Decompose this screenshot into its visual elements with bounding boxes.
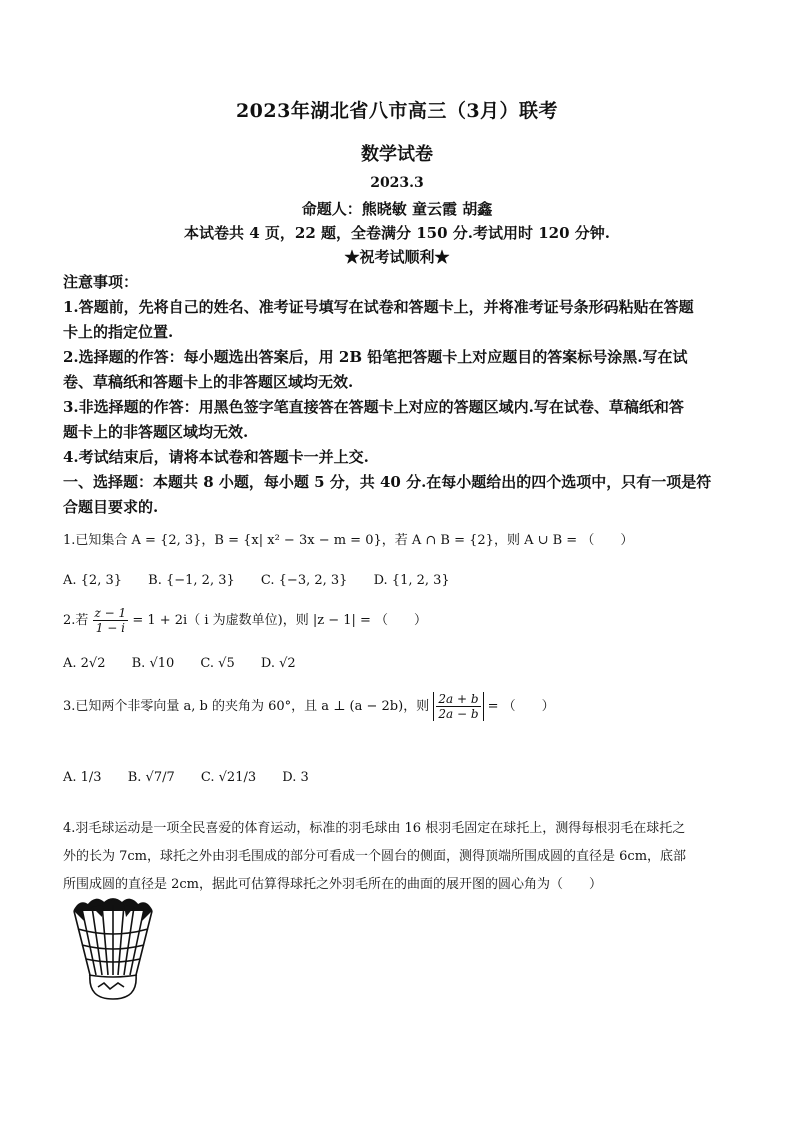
q1-option-a: A. {2, 3} [63, 573, 123, 588]
q2-option-a: A. 2√2 [63, 656, 106, 671]
q1-option-b: B. {−1, 2, 3} [148, 573, 235, 588]
q3-prefix: 3.已知两个非零向量 a, b 的夹角为 60°，且 a ⊥ (a − 2b)，则 [63, 699, 430, 714]
q2-prefix: 2.若 [63, 613, 89, 628]
q3-abs-fraction [433, 692, 483, 721]
notice-heading: 注意事项： [63, 273, 139, 291]
q3-option-c: C. √21/3 [200, 770, 257, 785]
q4-line-2: 外的长为 7cm，球托之外由羽毛围成的部分可看成一个圆台的侧面，测得顶端所围成圆的直径是 6cm，底部 [63, 849, 687, 864]
notice-block [63, 270, 743, 520]
exam-title: 2023年湖北省八市高三（3月）联考 [235, 100, 559, 122]
notice-item-2a: 2.选择题的作答：每小题选出答案后，用 2B 铅笔把答题卡上对应题目的答案标号涂黑.写在试 [63, 348, 688, 366]
exam-subtitle: 数学试卷 [361, 144, 433, 165]
question-3-text [63, 692, 743, 721]
notice-item-4: 4.考试结束后，请将本试卷和答题卡一并上交. [63, 448, 369, 466]
q3-option-d: D. 3 [282, 770, 309, 785]
section1-heading-b: 合题目要求的. [63, 498, 159, 516]
q2-fraction [93, 606, 129, 635]
q3-option-b: B. √7/7 [127, 770, 175, 785]
q2-option-b: B. √10 [131, 656, 175, 671]
question-3-options [63, 770, 331, 785]
section1-heading-a: 一、选择题：本题共 8 小题，每小题 5 分，共 40 分.在每小题给出的四个选项中，只有一项是符 [63, 473, 712, 491]
q2-option-d: D. √2 [260, 656, 296, 671]
notice-item-3a: 3.非选择题的作答：用黑色签字笔直接答在答题卡上对应的答题区域内.写在试卷、草稿纸和答 [63, 398, 684, 416]
q1-option-d: D. {1, 2, 3} [373, 573, 450, 588]
shuttlecock-figure [68, 895, 158, 1005]
q2-suffix: = 1 + 2i（ i 为虚数单位)，则 |z − 1| = （ ） [132, 613, 428, 628]
question-1-options [63, 573, 472, 588]
q3-fraction-num: 2a + b [438, 692, 479, 706]
question-4-text [63, 815, 743, 899]
question-2-text [63, 606, 743, 635]
notice-item-1a: 1.答题前，先将自己的姓名、准考证号填写在试卷和答题卡上，并将准考证号条形码粘贴在答题 [63, 298, 694, 316]
notice-item-3b: 题卡上的非答题区域均无效. [63, 423, 249, 441]
question-2-options [63, 656, 318, 671]
notice-item-1b: 卡上的指定位置. [63, 323, 174, 341]
exam-date: 2023.3 [370, 175, 424, 191]
q2-option-c: C. √5 [200, 656, 235, 671]
q2-fraction-num: z − 1 [94, 606, 127, 620]
exam-wish: ★祝考试顺利★ [344, 248, 450, 266]
q3-fraction [436, 692, 480, 721]
q3-option-a: A. 1/3 [63, 770, 102, 785]
question-1-text: 1.已知集合 A = {2, 3}，B = {x| x² − 3x − m = 0}，若 A ∩ B = {2}，则 A ∪ B = （ ） [63, 533, 634, 548]
notice-item-2b: 卷、草稿纸和答题卡上的非答题区域均无效. [63, 373, 354, 391]
q3-suffix: = （ ） [487, 699, 555, 714]
q4-line-3: 所围成圆的直径是 2cm，据此可估算得球托之外羽毛所在的曲面的展开图的圆心角为（ ） [63, 877, 603, 892]
q3-fraction-den: 2a − b [438, 707, 479, 721]
q4-line-1: 4.羽毛球运动是一项全民喜爱的体育运动，标准的羽毛球由 16 根羽毛固定在球托上，测得每根羽毛在球托之 [63, 821, 686, 836]
exam-info: 本试卷共 4 页，22 题，全卷满分 150 分.考试用时 120 分钟. [184, 224, 610, 242]
q2-fraction-den: 1 − i [95, 621, 125, 635]
q1-option-c: C. {−3, 2, 3} [260, 573, 348, 588]
exam-authors: 命题人：熊晓敏 童云霞 胡鑫 [301, 200, 493, 218]
